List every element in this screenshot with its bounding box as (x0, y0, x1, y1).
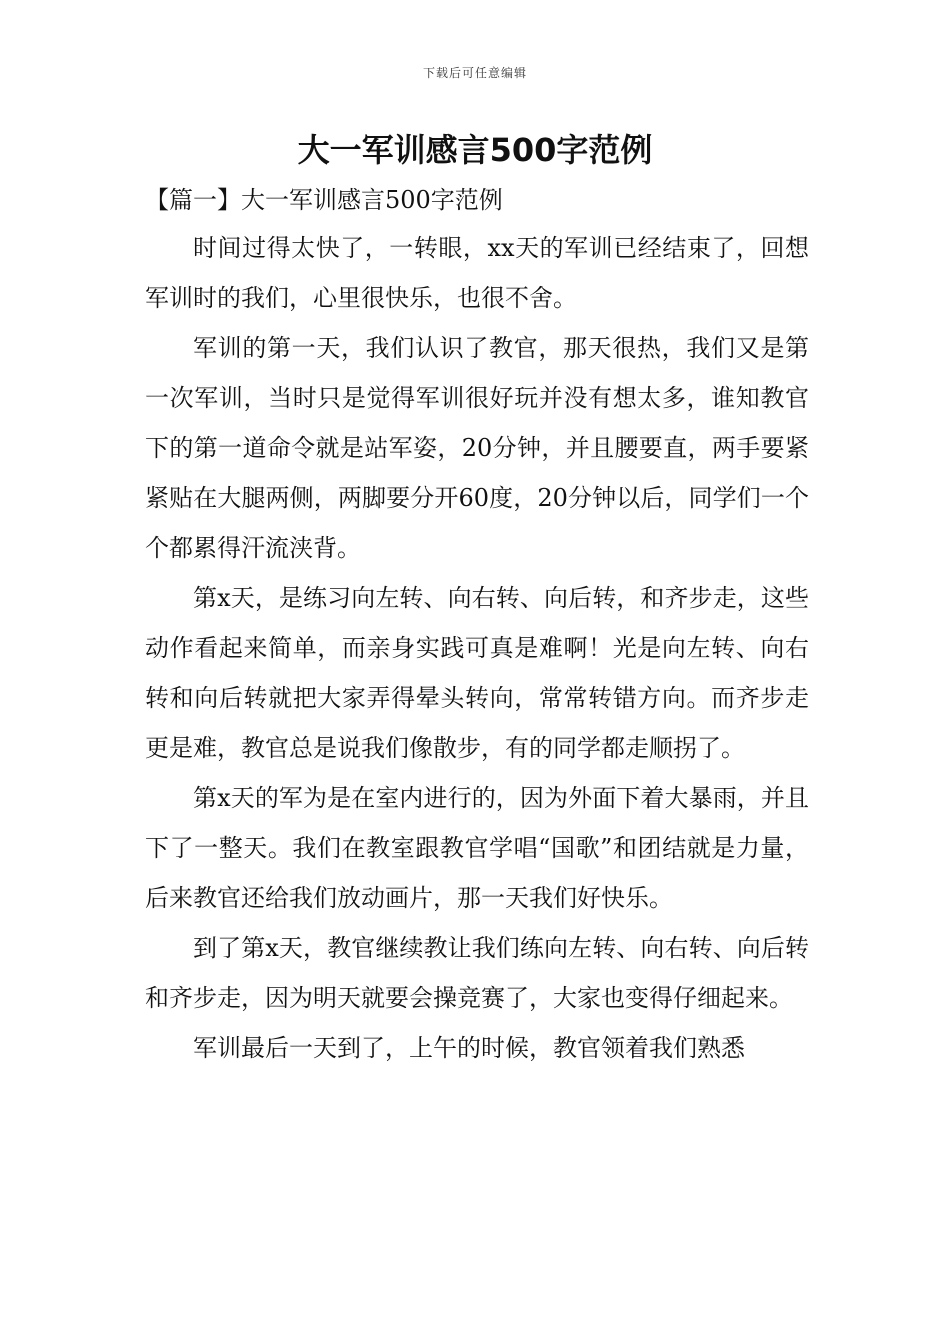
document-title: 大一军训感言500字范例 (297, 131, 653, 169)
body-text (145, 223, 809, 1073)
header-note: 下载后可任意编辑 (422, 66, 527, 80)
paragraph: 时间过得太快了，一转眼，xx天的军训已经结束了，回想军训时的我们，心里很快乐，也很不舍。 (145, 234, 809, 312)
paragraph: 第x天，是练习向左转、向右转、向后转，和齐步走，这些动作看起来简单，而亲身实践可真是难啊！光是向左转、向右转和向后转就把大家弄得晕头转向，常常转错方向。而齐步走更是难，教官总是说我们像散步，有的同学都走顺拐了。 (145, 584, 809, 762)
paragraph: 军训最后一天到了，上午的时候，教官领着我们熟悉 (193, 1034, 745, 1062)
paragraph: 到了第x天，教官继续教让我们练向左转、向右转、向后转和齐步走，因为明天就要会操竞赛了，大家也变得仔细起来。 (145, 934, 809, 1012)
paragraph: 第x天的军为是在室内进行的，因为外面下着大暴雨，并且下了一整天。我们在教室跟教官学唱“国歌”和团结就是力量，后来教官还给我们放动画片，那一天我们好快乐。 (145, 784, 809, 912)
section-heading: 【篇一】大一军训感言500字范例 (145, 186, 503, 214)
paragraph: 军训的第一天，我们认识了教官，那天很热，我们又是第一次军训，当时只是觉得军训很好玩并没有想太多，谁知教官下的第一道命令就是站军姿，20分钟，并且腰要直，两手要紧紧贴在大腿两侧，两脚要分开60度，20分钟以后，同学们一个个都累得汗流浃背。 (145, 334, 809, 562)
